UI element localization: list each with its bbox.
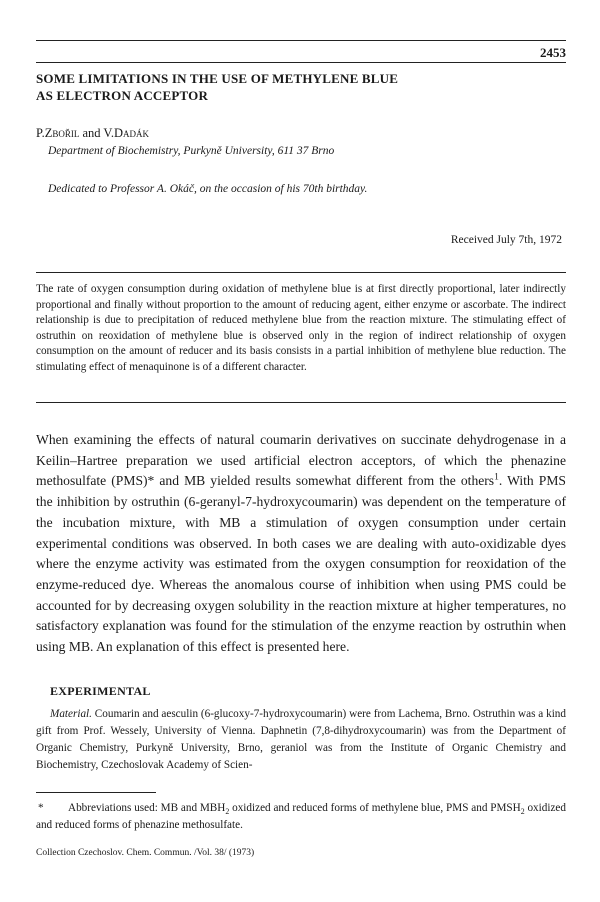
reference-mark: 1 [494, 472, 499, 483]
abstract-rule-bottom [36, 402, 566, 403]
intro-paragraph [36, 430, 566, 658]
dedication: Dedicated to Professor A. Okáč, on the occasion of his 70th birthday. [48, 183, 368, 195]
title-line-2: AS ELECTRON ACCEPTOR [36, 88, 209, 103]
header-rule-lower [36, 62, 566, 63]
header-rule [36, 40, 566, 41]
material-lead: Material. [50, 708, 92, 720]
footnote-text-c: oxidized and reduced forms of phenazine methosulfate. [36, 802, 566, 831]
authors [36, 126, 149, 141]
footnote-text-a: Abbreviations used: MB and MBH [68, 802, 226, 814]
material-text: Coumarin and aesculin (6-glucoxy-7-hydroxycoumarin) were from Lachema, Brno. Ostruthin was a kind gift from Prof. Wessely, University of Vienna. Daphnetin (7,8-dihydroxycoumarin) was from the Department of Organic Chemistry, Purkyně University, Brno, geraniol was from the Institute of Organic Chemistry and Biochemistry, Czechoslovak Academy of Scien- [36, 708, 566, 771]
section-heading-experimental: EXPERIMENTAL [50, 684, 151, 698]
page-number: 2453 [540, 45, 566, 60]
author1-initial: P. [36, 126, 45, 140]
article-title [36, 70, 556, 104]
footnote-sub-b: 2 [520, 807, 525, 817]
received-date: Received July 7th, 1972 [450, 234, 562, 246]
author1-surname: Zbořil [44, 126, 80, 140]
author2-initial: V. [103, 126, 114, 140]
footnote-sub-a: 2 [225, 807, 230, 817]
footnote-rule [36, 792, 156, 793]
affiliation: Department of Biochemistry, Purkyně University, 611 37 Brno [48, 145, 335, 157]
material-paragraph [36, 706, 566, 774]
abstract-rule-top [36, 272, 566, 273]
abstract: The rate of oxygen consumption during oxidation of methylene blue is at first directly proportional, later indirectly proportional and finally without proportion to the amount of reducing agent, either enzyme or ascorbate. The indirect relationship is due to precipitation of reduced methylene blue from the reaction mixture. The stimulating effect of ostruthin on reoxidation of methylene blue is observed only in the region of indirect relationship of oxygen consumption on the amount of reducer and its basis consists in a partial inhibition of methylene blue reduction. The stimulating effect of menaquinone is of a different character. [36, 283, 566, 373]
journal-footer: Collection Czechoslov. Chem. Commun. /Vol. 38/ (1973) [36, 848, 255, 858]
footnote [36, 800, 566, 834]
footnote-mark: * [38, 802, 44, 814]
author2-surname: Dadák [113, 126, 149, 140]
author-conjunction: and [79, 126, 104, 140]
footnote-text-b: oxidized and reduced forms of methylene blue, PMS and PMSH [229, 802, 521, 814]
intro-text-2: . With PMS the inhibition by ostruthin (6-geranyl-7-hydroxycoumarin) was dependent on the temperature of the incubation mixture, with MB a stimulation of oxygen consumption under certain experimental conditions was observed. In both cases we are dealing with auto-oxidizable dyes where the enzyme activity was estimated from the oxygen consumption for reoxidation of the enzyme-reduced dye. Whereas the anomalous course of inhibition when using PMS could be accounted for by decreasing oxygen solubility in the reaction mixture at higher temperatures, no satisfactory explanation was found for the stimulation of the enzyme reaction by ostruthin when using MB. An explanation of this effect is presented here. [36, 473, 566, 655]
intro-text-1: When examining the effects of natural coumarin derivatives on succinate dehydrogenase in a Keilin–Hartree preparation we used artificial electron acceptors, of which the phenazine methosulfate (PMS)* and MB yielded results somewhat different from the others [36, 432, 566, 489]
title-line-1: SOME LIMITATIONS IN THE USE OF METHYLENE BLUE [36, 71, 399, 86]
